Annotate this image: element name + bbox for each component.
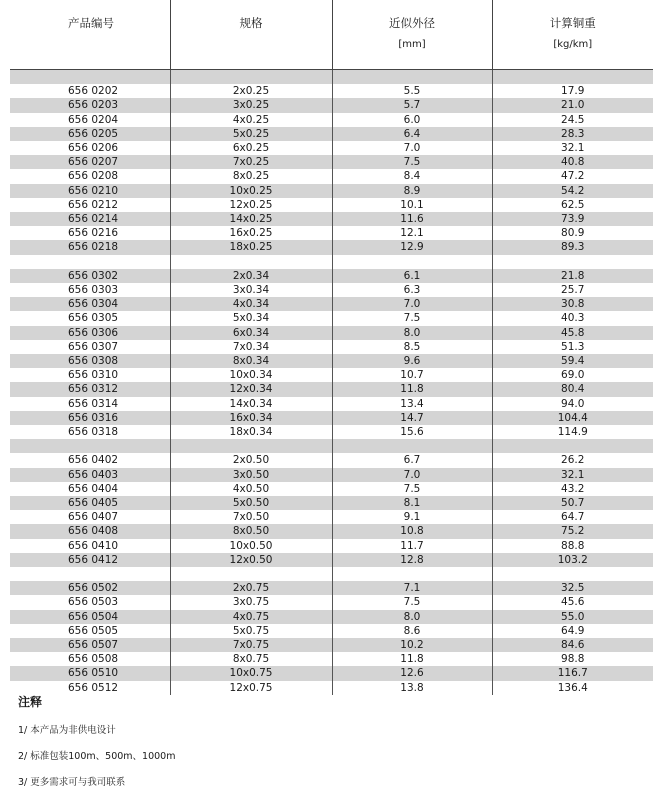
diameter-cell: 9.1 [332, 510, 492, 524]
spec-cell: 18x0.25 [170, 240, 332, 254]
note-item: 1/ 本产品为非供电设计 [18, 725, 116, 736]
product-code-cell: 656 0218 [10, 240, 170, 254]
copper-weight-cell: 69.0 [492, 368, 653, 382]
spacer-cell [170, 567, 332, 581]
copper-weight-cell: 136.4 [492, 681, 653, 695]
product-code-cell: 656 0405 [10, 496, 170, 510]
table-row [10, 425, 653, 439]
spec-cell: 3x0.50 [170, 468, 332, 482]
header-diameter-unit: [mm] [398, 39, 426, 50]
diameter-cell: 11.7 [332, 539, 492, 553]
copper-weight-cell: 55.0 [492, 610, 653, 624]
diameter-cell: 8.9 [332, 184, 492, 198]
product-code-cell: 656 0407 [68, 511, 119, 524]
header-product-code-label: 产品编号 [68, 16, 114, 30]
spec-cell: 14x0.25 [170, 212, 332, 226]
spec-cell: 12x0.75 [170, 681, 332, 695]
copper-weight-cell: 94.0 [492, 397, 653, 411]
product-code-cell: 656 0303 [68, 284, 119, 297]
table-row [10, 184, 653, 198]
spec-cell: 14x0.34 [170, 397, 332, 411]
spec-cell: 16x0.34 [170, 411, 332, 425]
table-row [10, 382, 653, 396]
table-row [10, 226, 653, 240]
spec-cell: 5x0.75 [170, 624, 332, 638]
diameter-cell: 7.1 [332, 581, 492, 595]
copper-weight-cell: 80.9 [492, 226, 653, 240]
spec-cell: 8x0.50 [170, 524, 332, 538]
group-spacer-row [10, 70, 653, 85]
copper-weight-cell: 47.2 [492, 169, 653, 183]
spec-cell: 2x0.75 [170, 581, 332, 595]
diameter-cell: 13.4 [332, 397, 492, 411]
diameter-cell: 6.1 [332, 269, 492, 283]
copper-weight-cell: 62.5 [492, 198, 653, 212]
table-header [10, 0, 653, 70]
spec-cell: 4x0.50 [170, 482, 332, 496]
spec-cell: 7x0.34 [170, 340, 332, 354]
copper-weight-cell: 114.9 [492, 425, 653, 439]
table-row [10, 610, 653, 624]
diameter-cell: 7.5 [332, 595, 492, 609]
cable-spec-table [10, 0, 653, 695]
diameter-cell: 8.1 [332, 496, 492, 510]
copper-weight-cell: 75.2 [492, 524, 653, 538]
table-row [10, 113, 653, 127]
table-row [10, 496, 653, 510]
product-code-cell: 656 0505 [68, 624, 119, 637]
spec-cell: 10x0.25 [170, 184, 332, 198]
diameter-cell: 7.0 [332, 297, 492, 311]
diameter-cell: 12.9 [332, 240, 492, 254]
copper-weight-cell: 64.9 [492, 624, 653, 638]
spec-cell: 3x0.34 [170, 283, 332, 297]
table-row [10, 212, 653, 226]
table-row [10, 652, 653, 666]
header-product-code [10, 0, 170, 70]
product-code-cell: 656 0507 [10, 638, 170, 652]
diameter-cell: 10.8 [332, 524, 492, 538]
product-code-cell: 656 0205 [10, 127, 170, 141]
header-spec-label: 规格 [239, 16, 263, 30]
header-spec [170, 0, 332, 70]
table-row [10, 297, 653, 311]
copper-weight-cell: 32.5 [492, 581, 653, 595]
diameter-cell: 9.6 [332, 354, 492, 368]
spacer-cell [170, 70, 332, 85]
spacer-cell [170, 255, 332, 269]
spec-cell: 8x0.75 [170, 652, 332, 666]
table-row [10, 411, 653, 425]
product-code-cell: 656 0207 [10, 155, 170, 169]
diameter-cell: 15.6 [332, 425, 492, 439]
spacer-cell [332, 439, 492, 453]
diameter-cell: 7.5 [332, 311, 492, 325]
spec-cell: 4x0.75 [170, 610, 332, 624]
spec-cell: 12x0.25 [170, 198, 332, 212]
spacer-cell [332, 255, 492, 269]
table-row [10, 595, 653, 609]
copper-weight-cell: 24.5 [492, 113, 653, 127]
spacer-cell [170, 439, 332, 453]
diameter-cell: 5.5 [332, 84, 492, 98]
diameter-cell: 12.8 [332, 553, 492, 567]
spec-cell: 4x0.34 [170, 297, 332, 311]
spacer-cell [10, 439, 170, 453]
spec-cell: 5x0.34 [170, 311, 332, 325]
product-code-cell: 656 0306 [10, 326, 170, 340]
diameter-cell: 7.5 [332, 482, 492, 496]
copper-weight-cell: 51.3 [492, 340, 653, 354]
product-code-cell: 656 0310 [68, 369, 119, 382]
copper-weight-cell: 88.8 [492, 539, 653, 553]
copper-weight-cell: 40.8 [492, 155, 653, 169]
diameter-cell: 6.0 [332, 113, 492, 127]
product-code-cell: 656 0202 [68, 85, 119, 98]
spec-cell: 2x0.50 [170, 453, 332, 467]
product-code-cell: 656 0512 [68, 681, 119, 694]
diameter-cell: 8.6 [332, 624, 492, 638]
spec-cell: 12x0.50 [170, 553, 332, 567]
table-row [10, 397, 653, 411]
copper-weight-cell: 28.3 [492, 127, 653, 141]
table-row [10, 553, 653, 567]
header-copper-weight [492, 0, 653, 70]
product-code-cell: 656 0402 [68, 454, 119, 467]
table-row [10, 539, 653, 553]
table-row [10, 581, 653, 595]
spec-cell: 2x0.25 [170, 84, 332, 98]
diameter-cell: 6.7 [332, 453, 492, 467]
diameter-cell: 10.1 [332, 198, 492, 212]
spec-cell: 7x0.75 [170, 638, 332, 652]
product-code-cell: 656 0312 [10, 382, 170, 396]
copper-weight-cell: 64.7 [492, 510, 653, 524]
diameter-cell: 11.8 [332, 382, 492, 396]
copper-weight-cell: 59.4 [492, 354, 653, 368]
product-code-cell: 656 0204 [68, 113, 119, 126]
notes-title: 注释 [18, 695, 43, 709]
spacer-cell [10, 255, 170, 269]
copper-weight-cell: 43.2 [492, 482, 653, 496]
spacer-cell [492, 255, 653, 269]
header-diameter-label: 近似外径 [389, 16, 435, 30]
diameter-cell: 8.4 [332, 169, 492, 183]
product-code-cell: 656 0302 [10, 269, 170, 283]
table-row [10, 269, 653, 283]
copper-weight-cell: 30.8 [492, 297, 653, 311]
spec-cell: 10x0.75 [170, 666, 332, 680]
table-row [10, 141, 653, 155]
diameter-cell: 6.4 [332, 127, 492, 141]
spec-cell: 12x0.34 [170, 382, 332, 396]
product-code-cell: 656 0508 [68, 653, 119, 666]
diameter-cell: 14.7 [332, 411, 492, 425]
table-row [10, 84, 653, 98]
copper-weight-cell: 21.8 [492, 269, 653, 283]
product-code-cell: 656 0510 [10, 666, 170, 680]
diameter-cell: 6.3 [332, 283, 492, 297]
table-row [10, 638, 653, 652]
product-code-cell: 656 0305 [68, 312, 119, 325]
copper-weight-cell: 17.9 [492, 84, 653, 98]
copper-weight-cell: 104.4 [492, 411, 653, 425]
product-code-cell: 656 0410 [68, 539, 119, 552]
table-row [10, 283, 653, 297]
header-copper-label: 计算铜重 [549, 16, 596, 30]
copper-weight-cell: 26.2 [492, 453, 653, 467]
product-code-cell: 656 0314 [68, 397, 119, 410]
group-spacer-row [10, 255, 653, 269]
product-code-cell: 656 0408 [10, 524, 170, 538]
copper-weight-cell: 84.6 [492, 638, 653, 652]
diameter-cell: 7.5 [332, 155, 492, 169]
spec-cell: 7x0.50 [170, 510, 332, 524]
spec-cell: 16x0.25 [170, 226, 332, 240]
spec-cell: 10x0.34 [170, 368, 332, 382]
product-code-cell: 656 0503 [68, 596, 119, 609]
product-code-cell: 656 0502 [10, 581, 170, 595]
copper-weight-cell: 80.4 [492, 382, 653, 396]
group-spacer-row [10, 567, 653, 581]
diameter-cell: 10.7 [332, 368, 492, 382]
spec-cell: 5x0.25 [170, 127, 332, 141]
product-code-cell: 656 0212 [68, 198, 119, 211]
table-row [10, 326, 653, 340]
product-code-cell: 656 0318 [68, 426, 119, 439]
table-row [10, 98, 653, 112]
table-row [10, 666, 653, 680]
spacer-cell [492, 439, 653, 453]
table-row [10, 311, 653, 325]
product-code-cell: 656 0307 [68, 340, 119, 353]
table-row [10, 354, 653, 368]
product-code-cell: 656 0308 [10, 354, 170, 368]
copper-weight-cell: 73.9 [492, 212, 653, 226]
diameter-cell: 8.5 [332, 340, 492, 354]
copper-weight-cell: 50.7 [492, 496, 653, 510]
spec-cell: 6x0.25 [170, 141, 332, 155]
spacer-cell [332, 567, 492, 581]
note-item: 3/ 更多需求可与我司联系 [18, 777, 126, 788]
spec-cell: 8x0.34 [170, 354, 332, 368]
product-code-cell: 656 0216 [68, 227, 119, 240]
copper-weight-cell: 25.7 [492, 283, 653, 297]
table-row [10, 624, 653, 638]
product-code-cell: 656 0404 [68, 482, 119, 495]
product-code-cell: 656 0203 [10, 98, 170, 112]
copper-weight-cell: 103.2 [492, 553, 653, 567]
diameter-cell: 7.0 [332, 141, 492, 155]
product-code-cell: 656 0210 [10, 184, 170, 198]
copper-weight-cell: 89.3 [492, 240, 653, 254]
header-diameter [332, 0, 492, 70]
diameter-cell: 8.0 [332, 326, 492, 340]
copper-weight-cell: 45.8 [492, 326, 653, 340]
diameter-cell: 11.6 [332, 212, 492, 226]
product-code-cell: 656 0316 [10, 411, 170, 425]
table-row [10, 524, 653, 538]
table-row [10, 468, 653, 482]
spec-cell: 5x0.50 [170, 496, 332, 510]
table-row [10, 198, 653, 212]
product-code-cell: 656 0206 [68, 142, 119, 154]
spacer-cell [10, 70, 170, 85]
header-copper-unit: [kg/km] [553, 39, 593, 50]
diameter-cell: 10.2 [332, 638, 492, 652]
product-code-cell: 656 0403 [10, 468, 170, 482]
table-body [10, 70, 653, 695]
spec-cell: 7x0.25 [170, 155, 332, 169]
table-row [10, 368, 653, 382]
diameter-cell: 13.8 [332, 681, 492, 695]
diameter-cell: 12.1 [332, 226, 492, 240]
product-code-cell: 656 0304 [10, 297, 170, 311]
copper-weight-cell: 32.1 [492, 468, 653, 482]
table-row [10, 127, 653, 141]
table-row [10, 340, 653, 354]
spec-cell: 18x0.34 [170, 425, 332, 439]
spec-cell: 2x0.34 [170, 269, 332, 283]
product-code-cell: 656 0208 [68, 170, 119, 183]
spacer-cell [492, 567, 653, 581]
spacer-cell [492, 70, 653, 85]
copper-weight-cell: 54.2 [492, 184, 653, 198]
spec-cell: 6x0.34 [170, 326, 332, 340]
table-row [10, 510, 653, 524]
spec-cell: 3x0.75 [170, 595, 332, 609]
product-code-cell: 656 0504 [10, 610, 170, 624]
diameter-cell: 7.0 [332, 468, 492, 482]
diameter-cell: 8.0 [332, 610, 492, 624]
diameter-cell: 5.7 [332, 98, 492, 112]
product-code-cell: 656 0412 [10, 553, 170, 567]
copper-weight-cell: 45.6 [492, 595, 653, 609]
table-row [10, 482, 653, 496]
diameter-cell: 12.6 [332, 666, 492, 680]
product-code-cell: 656 0214 [10, 212, 170, 226]
spec-cell: 3x0.25 [170, 98, 332, 112]
copper-weight-cell: 21.0 [492, 98, 653, 112]
group-spacer-row [10, 439, 653, 453]
spec-cell: 8x0.25 [170, 169, 332, 183]
spec-cell: 4x0.25 [170, 113, 332, 127]
copper-weight-cell: 32.1 [492, 141, 653, 155]
table-row [10, 169, 653, 183]
spacer-cell [332, 70, 492, 85]
table-row [10, 155, 653, 169]
spacer-cell [10, 567, 170, 581]
notes-section [18, 693, 175, 800]
table-row [10, 453, 653, 467]
table-row [10, 240, 653, 254]
copper-weight-cell: 98.8 [492, 652, 653, 666]
spec-cell: 10x0.50 [170, 539, 332, 553]
note-item: 2/ 标准包装100m、500m、1000m [18, 751, 176, 762]
copper-weight-cell: 40.3 [492, 311, 653, 325]
diameter-cell: 11.8 [332, 652, 492, 666]
copper-weight-cell: 116.7 [492, 666, 653, 680]
